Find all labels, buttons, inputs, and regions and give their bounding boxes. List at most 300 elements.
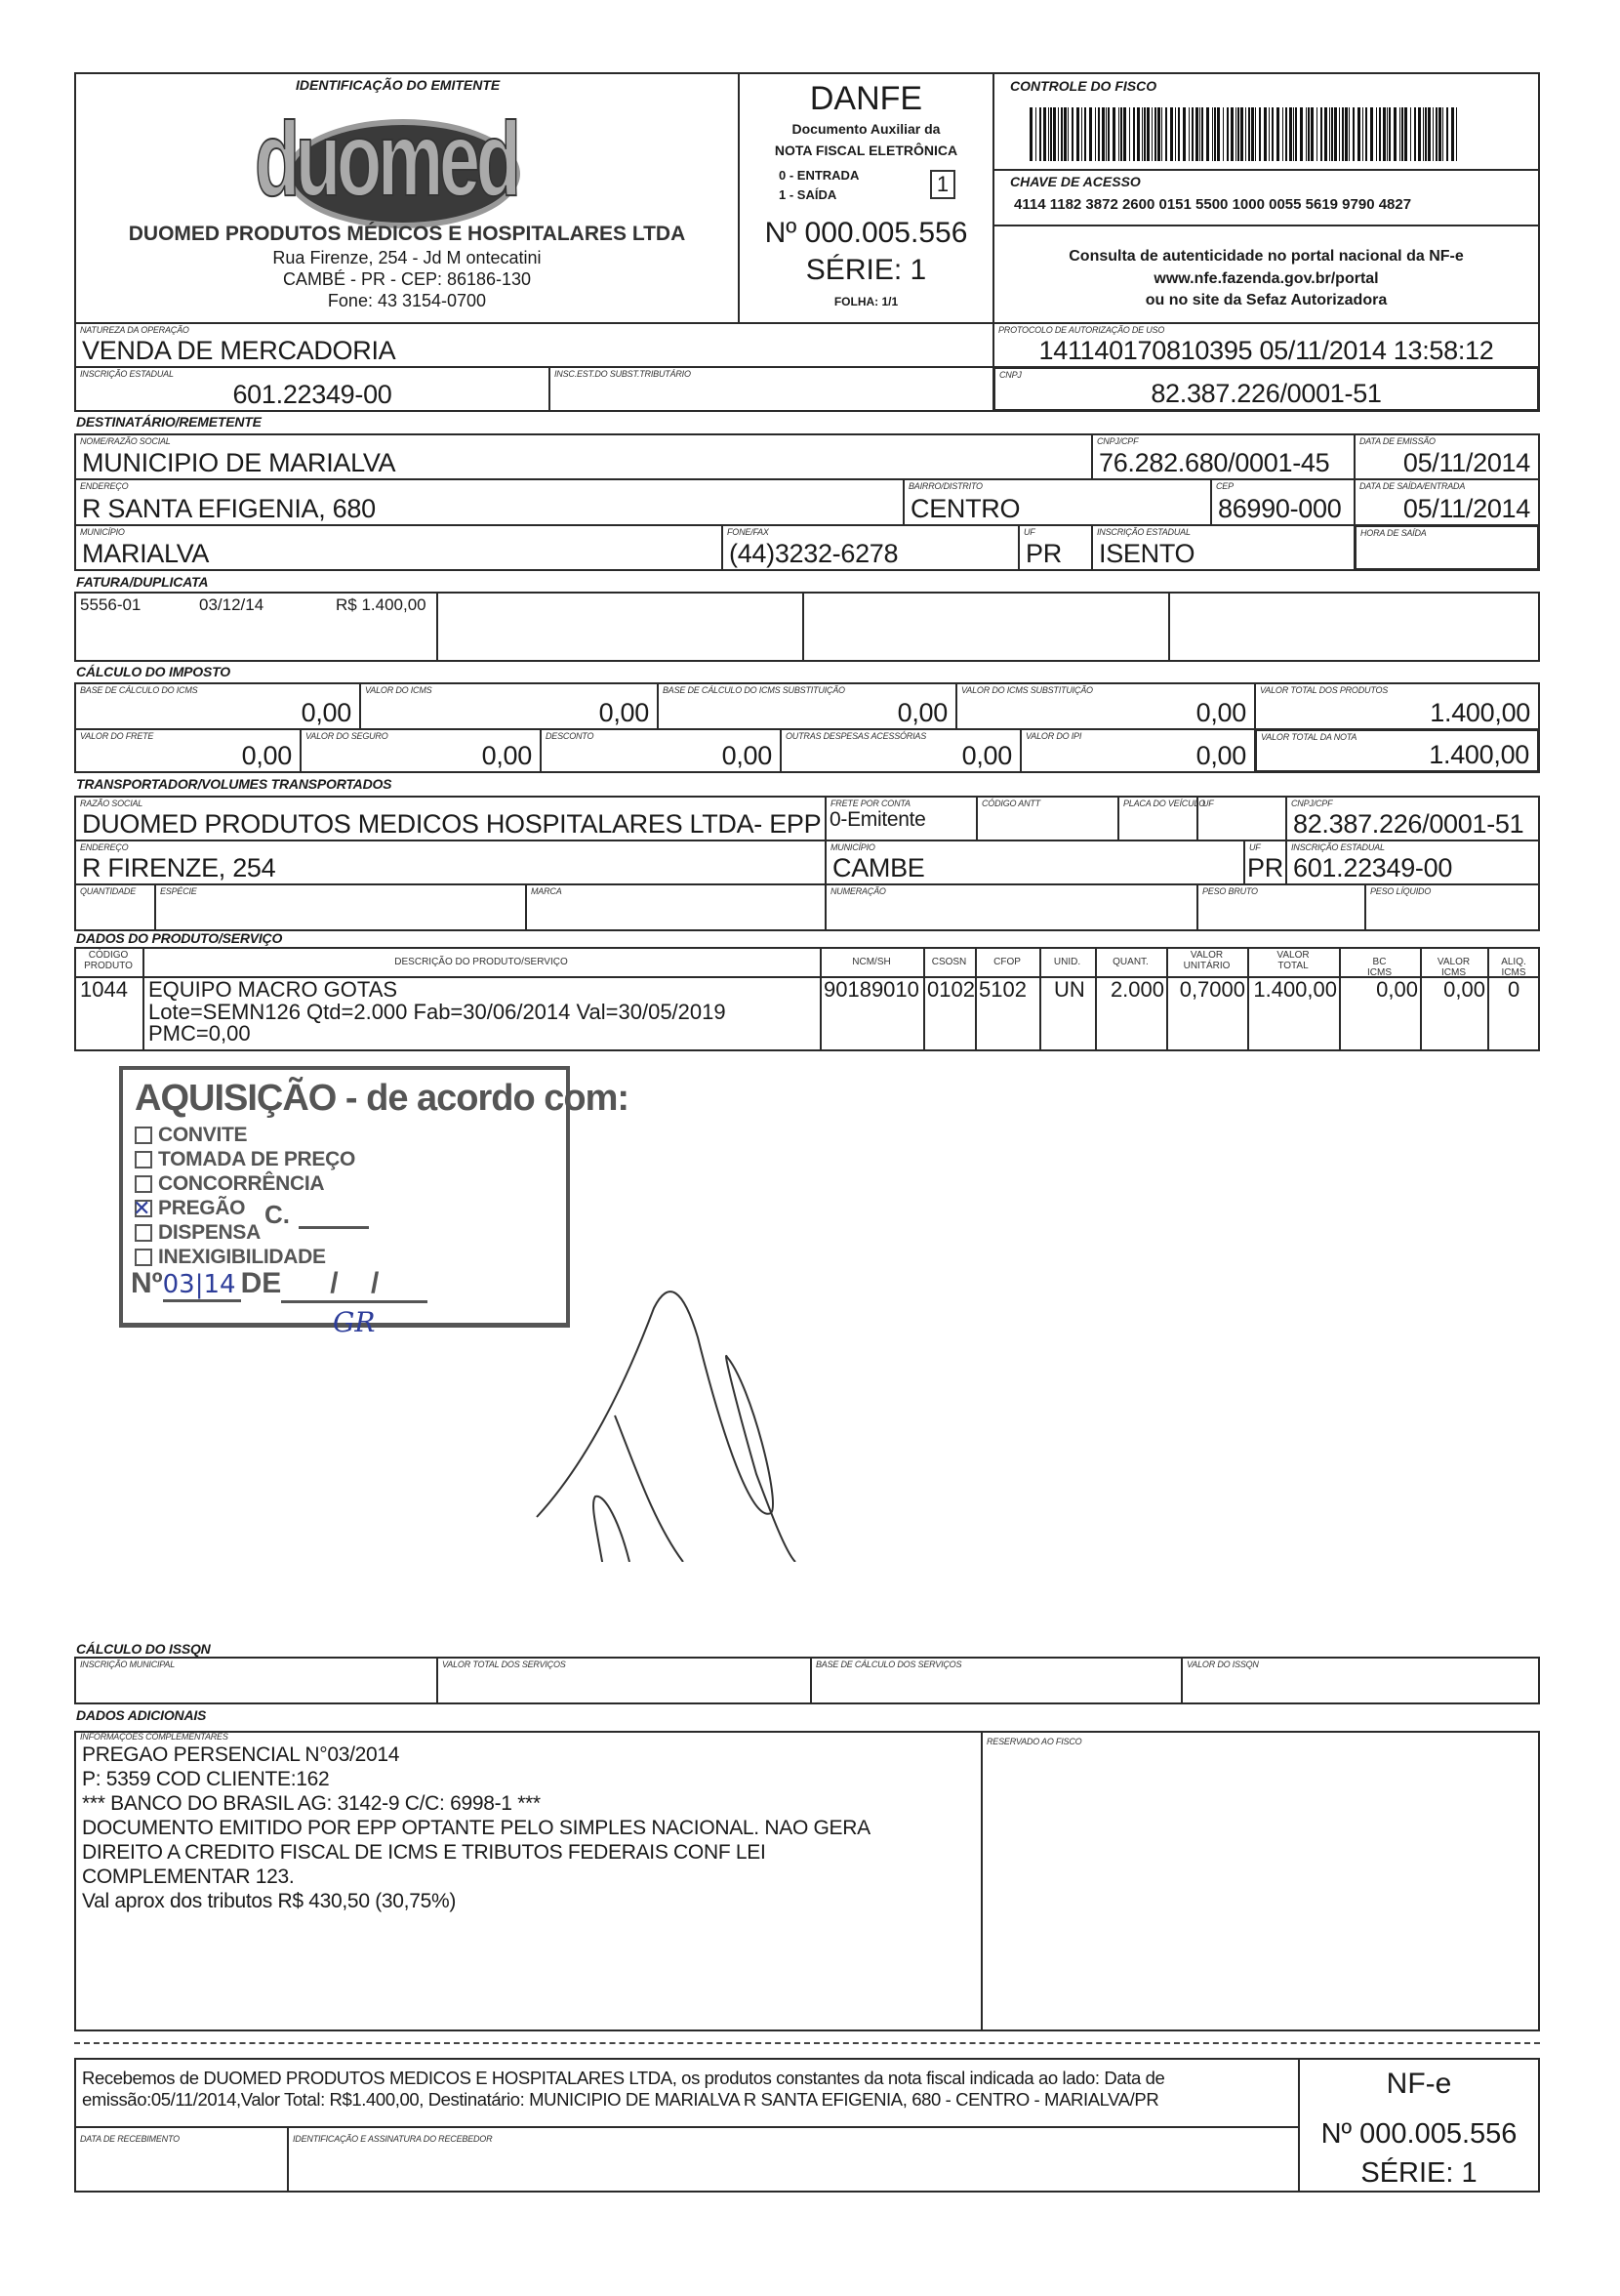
ie-label: INSCRIÇÃO ESTADUAL [80,369,174,379]
value: 1.400,00 [1430,698,1530,727]
barcode-bar [1170,107,1173,161]
transp-marca-cell [525,883,827,931]
imposto-cell [74,682,361,730]
barcode-bar [1311,107,1314,161]
label: UF [1249,842,1261,852]
stamp-option [135,1171,355,1196]
dest-uf-cell [1018,524,1093,571]
stamp-option-label: TOMADA DE PREÇO [158,1148,356,1170]
label: IDENTIFICAÇÃO E ASSINATURA DO RECEBEDOR [293,2134,493,2144]
natureza-label: NATUREZA DA OPERAÇÃO [80,325,189,335]
chave-acesso: 4114 1182 3872 2600 0151 5500 1000 0055 5619 9790 4827 [1014,196,1412,213]
column-header: VALOR ICMS [1437,957,1471,978]
label: VALOR DO ICMS SUBSTITUIÇÃO [961,685,1093,695]
column-header: VALOR UNITÁRIO [1183,950,1231,971]
duomed-logo [247,100,540,228]
label: FONE/FAX [727,527,769,537]
value: 1.400,00 [1429,740,1529,769]
fatura-cell-4 [1168,592,1540,662]
barcode-bar [1064,107,1067,161]
label: VALOR TOTAL DOS SERVIÇOS [442,1660,566,1669]
barcode-bar [1108,107,1110,161]
issqn-cell [436,1657,812,1704]
label: RESERVADO AO FISCO [987,1737,1082,1746]
barcode-bar [1456,107,1457,161]
stamp-numero-label: Nº [131,1267,163,1299]
label: MUNICÍPIO [80,527,125,537]
barcode-bar [1410,107,1411,161]
info-line: P: 5359 COD CLIENTE:162 [82,1768,330,1790]
tipo-value: 1 [930,170,955,199]
barcode-bar [1285,107,1287,161]
barcode-bar [1235,107,1236,161]
barcode-bar [1269,107,1270,161]
checkbox-icon [135,1224,152,1242]
label: PESO BRUTO [1202,886,1258,896]
prod-quant: 2.000 [1110,977,1164,1002]
imposto-cell [540,728,782,773]
transp-placa-cell [1117,796,1205,841]
produtos-section-label: DADOS DO PRODUTO/SERVIÇO [76,930,283,946]
stamp-c-line [299,1226,369,1229]
stamp-option [135,1220,355,1245]
adicionais-section-label: DADOS ADICIONAIS [76,1707,207,1723]
barcode-bar [1414,107,1416,161]
transp-especie-cell [154,883,527,931]
barcode-bar [1098,107,1100,161]
prod-icms: 0,00 [1443,977,1485,1002]
consulta-line-3: ou no site da Sefaz Autorizadora [1145,292,1388,308]
label: UF [1024,527,1035,537]
label: ESPÉCIE [160,886,197,896]
value: 0,00 [721,741,772,770]
barcode-bar [1227,107,1229,161]
label: MARCA [531,886,562,896]
column-divider [142,947,144,1051]
value: 0,00 [961,741,1012,770]
transportador-section-label: TRANSPORTADOR/VOLUMES TRANSPORTADOS [76,776,392,792]
imposto-cell [657,682,957,730]
stamp-de-label: DE [240,1267,282,1299]
column-divider [1420,947,1422,1051]
value: 0,00 [301,698,351,727]
info-line: DOCUMENTO EMITIDO POR EPP OPTANTE PELO SIMPLES NACIONAL. NAO GERA [82,1817,871,1839]
barcode-bar [1237,107,1239,161]
dest-emissao: 05/11/2014 [1402,448,1530,477]
stamp-option [135,1147,355,1171]
barcode-bar [1240,107,1243,161]
imposto-cell [359,682,659,730]
barcode-bar [1446,107,1448,161]
barcode [1030,107,1488,161]
barcode-bar [1178,107,1180,161]
dest-ie: ISENTO [1099,539,1195,568]
barcode-bar [1438,107,1441,161]
barcode-bar [1345,107,1348,161]
stamp-option-label: INEXIGIBILIDADE [158,1246,326,1268]
barcode-bar [1195,107,1198,161]
label: BAIRRO/DISTRITO [909,481,983,491]
ie-value: 601.22349-00 [232,380,392,409]
column-header: NCM/SH [852,957,891,967]
barcode-bar [1223,107,1224,161]
label: ENDEREÇO [80,842,129,852]
barcode-bar [1175,107,1176,161]
barcode-bar [1102,107,1105,161]
info-line: COMPLEMENTAR 123. [82,1866,295,1888]
prod-unid: UN [1054,977,1085,1002]
barcode-bar [1076,107,1079,161]
dest-endereco: R SANTA EFIGENIA, 680 [82,494,376,523]
label: INFORMAÇÕES COMPLEMENTARES [80,1732,228,1742]
checked-box-icon: ✕ [133,1196,151,1221]
canhoto-nfe-cell [1298,2058,1540,2193]
prod-unitario: 0,7000 [1179,977,1245,1002]
column-divider [820,947,822,1051]
stamp-numero-line [131,1267,427,1303]
barcode-bar [1058,107,1059,161]
column-divider [923,947,925,1051]
emitente-box [74,72,740,324]
reservado-fisco-cell [981,1731,1540,2031]
label: PLACA DO VEÍCULO [1123,799,1205,808]
prod-total: 1.400,00 [1253,977,1337,1002]
barcode-bar [1106,107,1107,161]
label: HORA DE SAÍDA [1360,528,1427,538]
emitente-name: DUOMED PRODUTOS MÉDICOS E HOSPITALARES LTDA [128,223,686,245]
label: CNPJ/CPF [1291,799,1333,808]
barcode-bar [1293,107,1294,161]
canhoto-text-cell [74,2058,1300,2128]
transp-frete-cell [825,796,978,841]
column-divider [1247,947,1249,1051]
danfe-subtitle-1: Documento Auxiliar da [791,121,941,137]
barcode-bar [1048,107,1049,161]
transp-quantidade-cell [74,883,156,931]
label: VALOR DO ICMS [365,685,432,695]
barcode-bar [1334,107,1337,161]
column-divider [1095,947,1097,1051]
dest-nome-cell [74,433,1093,480]
barcode-bar [1436,107,1438,161]
barcode-bar [1245,107,1246,161]
column-header: CFOP [993,957,1021,967]
barcode-bar [1428,107,1431,161]
label: VALOR DO SEGURO [305,731,388,741]
value: 0,00 [481,741,532,770]
label: BASE DE CÁLCULO DO ICMS SUBSTITUIÇÃO [663,685,845,695]
checkbox-icon [135,1127,152,1144]
barcode-bar [1183,107,1186,161]
label: VALOR DO IPI [1026,731,1082,741]
barcode-bar [1370,107,1373,161]
prod-cfop: 5102 [979,977,1027,1002]
fatura-vencimento: 03/12/14 [199,595,264,614]
barcode-bar [1255,107,1256,161]
barcode-bar [1206,107,1209,161]
data-recebimento-cell [74,2126,289,2193]
barcode-bar [1272,107,1274,161]
dest-emissao-cell [1354,433,1540,480]
barcode-bar [1259,107,1261,161]
danfe-numero: Nº 000.005.556 [764,217,968,249]
label: QUANTIDADE [80,886,137,896]
barcode-bar [1342,107,1344,161]
info-line: PREGAO PERSENCIAL N°03/2014 [82,1743,400,1766]
column-header: CÓDIGO PRODUTO [84,950,133,971]
label: BASE DE CÁLCULO DOS SERVIÇOS [816,1660,962,1669]
prod-ncm: 90189010 [824,977,919,1002]
column-header: DESCRIÇÃO DO PRODUTO/SERVIÇO [394,957,568,967]
label: ENDEREÇO [80,481,129,491]
chave-label: CHAVE DE ACESSO [1010,174,1141,189]
issqn-cell [1181,1657,1540,1704]
imposto-cell [955,682,1256,730]
barcode-bar [1053,107,1056,161]
barcode-bar [1123,107,1126,161]
emitente-address: Rua Firenze, 254 - Jd M ontecatini [272,248,542,267]
prod-codigo: 1044 [80,977,128,1002]
dest-fone-cell [721,524,1020,571]
natureza-value: VENDA DE MERCADORIA [82,336,396,365]
label: VALOR TOTAL DOS PRODUTOS [1260,685,1389,695]
barcode-bar [1157,107,1160,161]
stamp-title: AQUISIÇÃO - de acordo com: [135,1078,629,1119]
barcode-bar [1129,107,1130,161]
issqn-section-label: CÁLCULO DO ISSQN [76,1641,211,1657]
canhoto-numero: Nº 000.005.556 [1320,2118,1518,2150]
consulta-url: www.nfe.fazenda.gov.br/portal [1154,270,1379,287]
transp-frete: 0-Emitente [830,808,926,831]
canhoto-nfe: NF-e [1386,2068,1452,2100]
chave-box [992,169,1540,226]
barcode-bar [1276,107,1279,161]
transp-uf-cell [1196,796,1287,841]
barcode-bar [1161,107,1162,161]
label: CNPJ/CPF [1097,436,1139,446]
barcode-bar [1295,107,1297,161]
canhoto-serie: SÉRIE: 1 [1360,2157,1478,2189]
barcode-bar [1401,107,1403,161]
destinatario-section-label: DESTINATÁRIO/REMETENTE [76,414,262,430]
barcode-bar [1113,107,1115,161]
prod-pmc: PMC=0,00 [148,1021,251,1046]
prod-bc: 0,00 [1376,977,1418,1002]
protocolo-value: 141140170810395 05/11/2014 13:58:12 [1038,336,1494,365]
dest-cnpj-cell [1091,433,1356,480]
dest-bairro-cell [903,478,1212,526]
transp-endereco: R FIRENZE, 254 [82,853,276,882]
emitente-city: CAMBÉ - PR - CEP: 86186-130 [282,269,532,289]
barcode-bar [1425,107,1427,161]
column-header: UNID. [1053,957,1081,967]
barcode-bar [1324,107,1327,161]
barcode-bar [1308,107,1310,161]
protocolo-cell [992,322,1540,368]
label: VALOR TOTAL DA NOTA [1261,732,1357,742]
column-header: VALOR TOTAL [1276,950,1310,971]
dest-fone: (44)3232-6278 [729,539,899,568]
dest-cnpj: 76.282.680/0001-45 [1099,448,1330,477]
barcode-bar [1251,107,1254,161]
barcode-bar [1320,107,1322,161]
emitente-section-label: IDENTIFICAÇÃO DO EMITENTE [296,77,501,93]
ie-cell [74,366,550,412]
dest-cep: 86990-000 [1218,494,1342,523]
danfe-serie: SÉRIE: 1 [805,254,927,286]
barcode-bar [1035,107,1036,161]
dest-uf: PR [1026,539,1062,568]
controle-label: CONTROLE DO FISCO [1010,78,1157,94]
barcode-bar [1383,107,1386,161]
imposto-cell [1020,728,1256,773]
barcode-bar [1231,107,1234,161]
barcode-bar [1068,107,1069,161]
issqn-cell [74,1657,438,1704]
barcode-bar [1399,107,1400,161]
consulta-box [992,225,1540,324]
stamp-initials: GR [333,1306,376,1338]
checkbox-icon [135,1249,152,1266]
barcode-bar [1142,107,1143,161]
barcode-bar [1147,107,1150,161]
barcode-bar [1329,107,1330,161]
imposto-cell [1254,728,1540,773]
barcode-bar [1404,107,1407,161]
barcode-bar [1353,107,1355,161]
prod-aliq: 0 [1508,977,1520,1002]
label: VALOR DO FRETE [80,731,154,741]
label: PESO LÍQUIDO [1370,886,1432,896]
cut-line [74,2042,1540,2044]
transp-ie-cell [1285,840,1540,885]
barcode-bar [1120,107,1122,161]
info-line: *** BANCO DO BRASIL AG: 3142-9 C/C: 6998-1 *** [82,1792,541,1815]
stamp-option [135,1245,355,1269]
transp-ie: 601.22349-00 [1293,853,1453,882]
barcode-bar [1072,107,1073,161]
checkbox-icon [135,1151,152,1168]
natureza-cell [74,322,994,368]
barcode-bar [1331,107,1333,161]
consulta-line-1: Consulta de autenticidade no portal nacional da NF-e [1069,248,1464,265]
prod-lote: Lote=SEMN126 Qtd=2.000 Fab=30/06/2014 Val=30/05/2019 [148,1000,726,1024]
stamp-option-label: CONCORRÊNCIA [158,1172,325,1195]
barcode-bar [1306,107,1307,161]
barcode-bar [1248,107,1250,161]
label: MUNICÍPIO [830,842,875,852]
issqn-cell [810,1657,1183,1704]
transp-endereco-cell [74,840,827,885]
barcode-bar [1133,107,1135,161]
cnpj-label: CNPJ [999,370,1022,380]
imposto-section-label: CÁLCULO DO IMPOSTO [76,664,230,679]
transp-cnpj: 82.387.226/0001-51 [1293,809,1524,839]
barcode-bar [1264,107,1267,161]
barcode-bar [1282,107,1283,161]
imposto-cell [300,728,542,773]
transp-municipio: CAMBE [832,853,925,882]
stamp-option [135,1196,355,1220]
dest-cep-cell [1210,478,1356,526]
barcode-bar [1394,107,1397,161]
dest-municipio-cell [74,524,723,571]
label: NUMERAÇÃO [830,886,886,896]
danfe-subtitle-2: NOTA FISCAL ELETRÔNICA [774,143,958,158]
danfe-folha: FOLHA: 1/1 [833,295,899,308]
barcode-bar [1137,107,1140,161]
emitente-phone: Fone: 43 3154-0700 [327,291,487,310]
barcode-bar [1165,107,1167,161]
dest-ie-cell [1091,524,1356,571]
transp-uf2-cell [1243,840,1287,885]
canhoto-line-2: emissão:05/11/2014,Valor Total: R$1.400,00, Destinatário: MUNICIPIO DE MARIALVA R SANTA EFIGENIA, 680 - CENTRO - MARIALVA/PR [82,2089,1159,2110]
imposto-cell [74,728,302,773]
value: 0,00 [1195,698,1246,727]
fatura-section-label: FATURA/DUPLICATA [76,574,209,590]
dest-hora-cell [1354,524,1540,571]
label: CÓDIGO ANTT [982,799,1040,808]
barcode-bar [1376,107,1377,161]
barcode-bar [1152,107,1153,161]
barcode-bar [1118,107,1119,161]
transp-peso-bruto-cell [1196,883,1366,931]
label: INSCRIÇÃO ESTADUAL [1291,842,1385,852]
label: OUTRAS DESPESAS ACESSÓRIAS [786,731,927,741]
imposto-cell [1254,682,1540,730]
barcode-bar [1217,107,1220,161]
column-divider [1339,947,1341,1051]
transp-municipio-cell [825,840,1245,885]
dest-endereco-cell [74,478,905,526]
barcode-bar [1451,107,1454,161]
stamp-option-label: CONVITE [158,1124,248,1146]
barcode-bar [1300,107,1303,161]
danfe-title: DANFE [809,80,923,117]
barcode-bar [1362,107,1363,161]
barcode-bar [1144,107,1146,161]
barcode-bar [1365,107,1367,161]
dest-bairro: CENTRO [911,494,1021,523]
value: 0,00 [241,741,292,770]
fatura-valor: R$ 1.400,00 [336,595,426,614]
stamp-option-label: DISPENSA [158,1221,261,1244]
barcode-bar [1061,107,1063,161]
assinatura-cell [287,2126,1300,2193]
stamp-c-label: C. [264,1200,290,1229]
value: 0,00 [598,698,649,727]
dest-saida-cell [1354,478,1540,526]
tipo-entrada: 0 - ENTRADA [779,168,860,183]
tipo-saida: 1 - SAÍDA [779,187,837,202]
barcode-bar [1089,107,1092,161]
barcode-bar [1201,107,1203,161]
iest-label: INSC.EST.DO SUBST.TRIBUTÁRIO [554,369,691,379]
barcode-bar [1433,107,1434,161]
dest-municipio: MARIALVA [82,539,210,568]
label: FRETE POR CONTA [830,799,911,808]
barcode-bar [1189,107,1190,161]
aquisicao-stamp [119,1066,629,1338]
fatura-cell-1 [74,592,438,662]
barcode-bar [1379,107,1381,161]
label: DATA DE RECEBIMENTO [80,2134,180,2144]
prod-descricao: EQUIPO MACRO GOTAS [148,977,398,1002]
barcode-bar [1084,107,1086,161]
fatura-cell-3 [802,592,1170,662]
barcode-bar [1081,107,1082,161]
danfe-box [738,72,994,324]
